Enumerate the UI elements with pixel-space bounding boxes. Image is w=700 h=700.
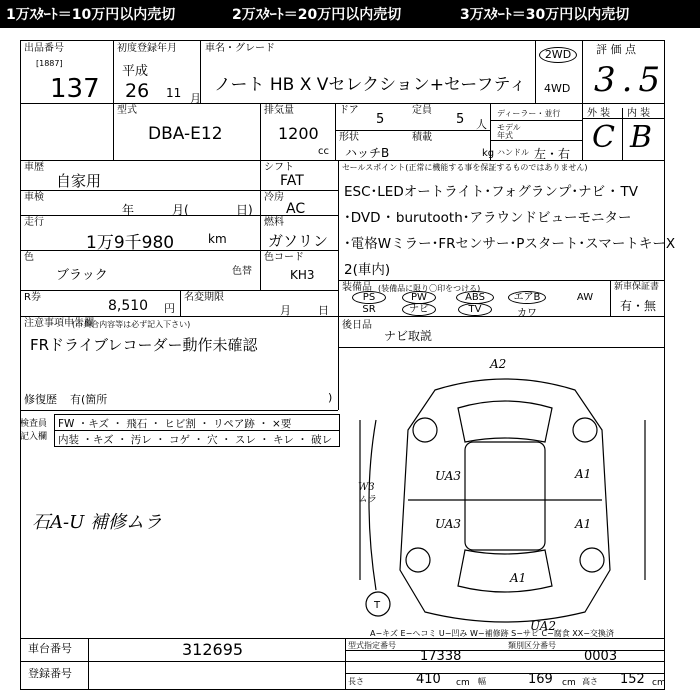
declaration-sub: (不具合内容等は必ず記入下さい) <box>72 320 191 329</box>
wheel-rear-left <box>406 548 430 572</box>
lot-sub: [1887] <box>36 59 63 68</box>
load-label: 積載 <box>412 132 432 143</box>
name-change-label: 名変期限 <box>184 292 224 303</box>
inspection-year: 年 <box>122 203 135 217</box>
recycle-label: R券 <box>24 292 41 303</box>
first-reg-label: 初度登録年月 <box>117 43 177 54</box>
car-name-label: 車名・グレード <box>205 43 275 54</box>
damage-legend: A−キズ E−ヘコミ U−凹み W−補修跡 S−サビ C−腐食 XX−交換済 <box>370 629 614 638</box>
color-replace-label: 色替 <box>232 266 252 277</box>
fuel-label: 燃料 <box>264 217 284 228</box>
ac-value: AC <box>286 201 306 217</box>
type-designation-value: 17338 <box>420 649 462 664</box>
shape-label: 形状 <box>339 132 359 143</box>
equip-tv: TV <box>458 303 492 316</box>
declaration-label: 注意事項申告欄 <box>24 318 94 329</box>
windshield-shape <box>458 401 552 442</box>
cc-unit: cc <box>318 146 329 157</box>
wheel-rear-right <box>580 548 604 572</box>
model-year-sub: 年式 <box>497 131 513 140</box>
mark-mura: ムラ <box>358 495 377 505</box>
mark-ua3-2: UA3 <box>435 517 462 531</box>
kg-unit: kg <box>482 148 495 159</box>
equip-navi: ナビ <box>402 303 436 316</box>
left-side-curve <box>369 420 376 590</box>
mark-ua2-rear: UA2 <box>530 619 557 633</box>
fuel-value: ガソリン <box>268 232 329 250</box>
doors-label: ドア <box>339 105 359 116</box>
model-value: DBA-E12 <box>148 124 223 144</box>
height-value: 152 <box>620 672 645 687</box>
color-value: ブラック <box>56 268 108 283</box>
yen-unit: 円 <box>164 302 175 315</box>
sales-line-2: ･DVD ･ burutooth･アラウンドビューモニター <box>344 210 632 226</box>
height-label: 高さ <box>582 677 598 686</box>
sales-line-3: ･電格Wミラー･FRセンサー･Pスタート･スマートキーX <box>344 236 676 252</box>
capacity-unit: 人 <box>476 118 487 131</box>
height-unit: cm <box>652 678 666 688</box>
equipment-sub: (装備品に限り〇印をつける) <box>378 284 481 293</box>
interior-value: B <box>630 120 653 155</box>
reg-label: 登録番号 <box>28 667 72 680</box>
capacity-label: 定員 <box>412 105 432 116</box>
car-type-label: 車歴 <box>24 162 44 173</box>
declaration-text: FRドライブレコーダー動作未確認 <box>30 336 258 354</box>
equip-ps: PS <box>352 291 386 304</box>
lot-label: 出品番号 <box>24 43 64 54</box>
mileage-label: 走行 <box>24 217 44 228</box>
car-type-value: 自家用 <box>56 172 102 190</box>
inspection-label: 車検 <box>24 192 44 203</box>
post-install-label: 後日品 <box>342 320 372 331</box>
price-banner <box>0 0 700 28</box>
recycle-value: 8,510 <box>108 298 149 314</box>
exterior-value: C <box>592 120 615 155</box>
width-value: 169 <box>528 672 553 687</box>
sales-line-4: 2(車内) <box>344 262 391 278</box>
shape-value: ハッチB <box>345 146 390 160</box>
banner-tier2: 2万ｽﾀｰﾄ＝20万円以内売切 <box>232 7 402 23</box>
equip-abs: ABS <box>456 291 494 304</box>
width-label: 幅 <box>478 677 486 686</box>
equipment-label: 装備品 <box>342 282 372 293</box>
category-value: 0003 <box>584 649 618 664</box>
displacement-value: 1200 <box>278 124 319 143</box>
roof-shape <box>465 442 545 550</box>
handle-value: 左・右 <box>534 147 571 161</box>
banner-tier3: 3万ｽﾀｰﾄ＝30万円以内売切 <box>460 7 630 23</box>
doors-value: 5 <box>376 112 385 127</box>
exterior-label: 外 装 <box>587 108 611 119</box>
inspection-month: 月( <box>172 203 189 217</box>
sales-points-label: セールスポイント(正常に機能する事を保証するものではありません) <box>342 163 588 172</box>
wheel-front-right <box>573 418 597 442</box>
mark-a1-2: A1 <box>575 517 592 531</box>
reg-month: 11 <box>166 86 182 100</box>
displacement-label: 排気量 <box>264 105 294 116</box>
equip-sr: SR <box>362 304 376 315</box>
ac-label: 冷房 <box>264 192 284 203</box>
name-change-month: 月 <box>280 304 291 317</box>
inspector-row2: 内装 ・キズ ・ 汚レ ・ コゲ ・ 穴 ・ スレ ・ キレ ・ 破レ <box>58 434 333 446</box>
era: 平成 <box>122 64 149 79</box>
chassis-label: 車台番号 <box>28 642 72 655</box>
model-year-label: モデル <box>497 123 521 132</box>
drive-4wd: 4WD <box>544 82 571 95</box>
capacity-value: 5 <box>456 112 465 127</box>
reg-year: 26 <box>125 80 150 102</box>
dealer-label: ディーラー・並行 <box>497 109 561 118</box>
length-value: 410 <box>416 672 441 687</box>
equip-leather: カワ <box>517 308 537 319</box>
inspection-day: 日) <box>236 203 253 217</box>
drive-2wd: 2WD <box>539 47 577 63</box>
equip-airbag: エアB <box>508 291 546 304</box>
wheel-front-left <box>413 418 437 442</box>
mark-a1-1: A1 <box>575 467 592 481</box>
grade-value: 3.5 <box>594 60 667 100</box>
chassis-value: 312695 <box>182 640 244 659</box>
repair-label: 修復歴 <box>24 393 57 406</box>
length-unit: cm <box>456 678 470 688</box>
mark-a2-front: A2 <box>490 357 507 371</box>
mileage-value: 1万9千980 <box>86 233 175 253</box>
warranty-value: 有・無 <box>620 299 657 313</box>
inspector-row1: FW ・キズ ・ 飛石 ・ ヒビ割 ・ リペア跡 ・ ×要 <box>58 418 292 430</box>
color-label: 色 <box>24 252 34 263</box>
mark-a1-3: A1 <box>510 571 527 585</box>
width-unit: cm <box>562 678 576 688</box>
rear-window-shape <box>458 550 552 592</box>
lot-number: 137 <box>50 74 100 104</box>
mark-ua3-1: UA3 <box>435 469 462 483</box>
car-name: ノート HB X Vセレクション+セーフティ <box>214 75 527 95</box>
type-designation-label: 型式指定番号 <box>348 641 396 650</box>
km-unit: km <box>208 232 227 246</box>
inspector-handwritten: 石A-U 補修ムラ <box>32 512 162 533</box>
handle-label: ハンドル <box>497 148 529 157</box>
month-unit: 月 <box>190 92 201 105</box>
equip-pw: PW <box>402 291 436 304</box>
banner-tier1: 1万ｽﾀｰﾄ＝10万円以内売切 <box>6 7 176 23</box>
repair-value: 有(箇所 <box>70 393 108 406</box>
color-code-value: KH3 <box>290 268 315 282</box>
mark-w3: W3 <box>358 482 375 493</box>
svg-text:T: T <box>374 600 381 611</box>
inspector-label-bottom: 記入欄 <box>20 432 48 442</box>
inspector-label-top: 検査員 <box>20 419 48 429</box>
model-label: 型式 <box>117 105 137 116</box>
interior-label: 内 装 <box>627 108 651 119</box>
color-code-label: 色コード <box>264 252 304 263</box>
sales-line-1: ESC･LEDオートライト･フォグランプ･ナビ ･ TV <box>344 184 638 200</box>
equip-aw: AW <box>576 292 594 303</box>
warranty-label: 新車保証書 <box>614 282 660 292</box>
car-damage-diagram <box>340 350 665 638</box>
grade-label: 評 価 点 <box>596 43 636 56</box>
shift-label: シフト <box>264 162 294 173</box>
shift-value: FAT <box>280 173 304 189</box>
length-label: 長さ <box>348 677 364 686</box>
name-change-day: 日 <box>318 304 329 317</box>
repair-close: ) <box>328 391 333 404</box>
category-label: 類別区分番号 <box>508 641 556 650</box>
post-install-value: ナビ取説 <box>384 329 433 343</box>
